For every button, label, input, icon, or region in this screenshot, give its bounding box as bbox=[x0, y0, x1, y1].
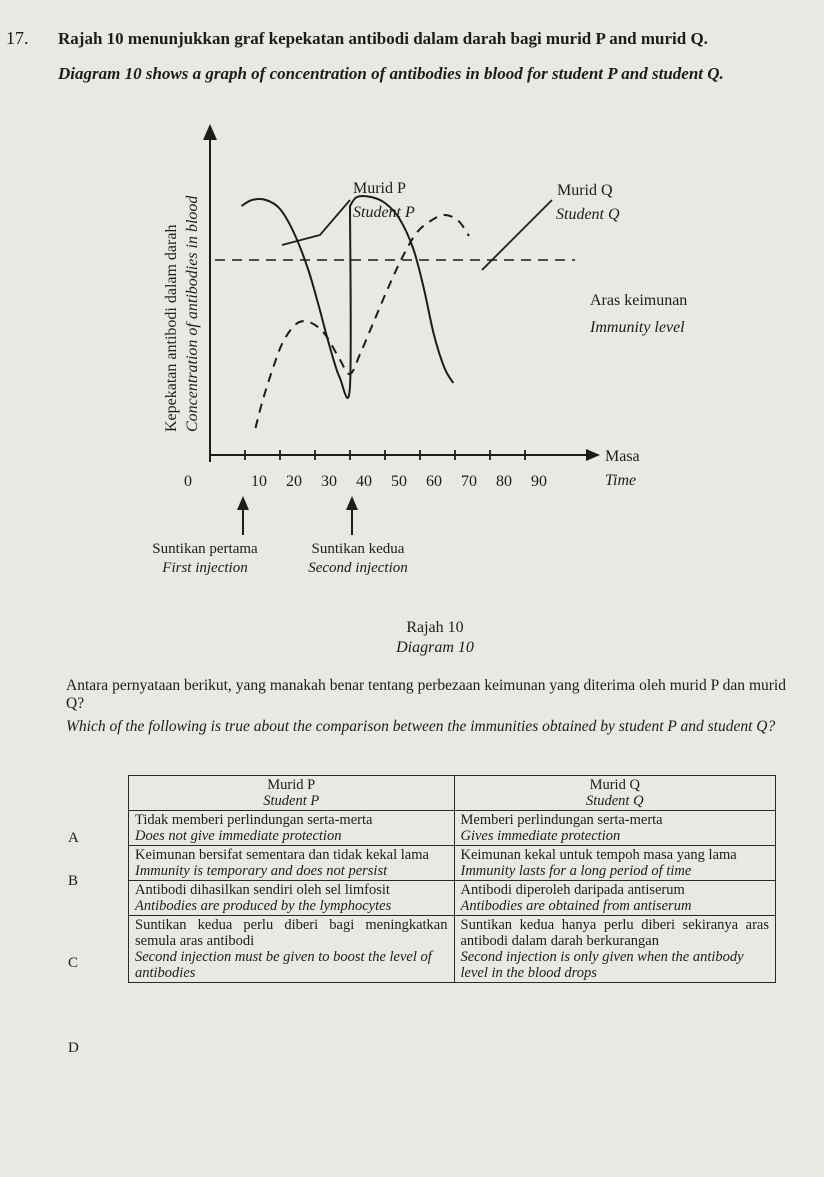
option-letter-b[interactable]: B bbox=[68, 873, 79, 889]
y-axis-label-english: Concentration of antibodies in blood bbox=[184, 195, 201, 432]
question-number: 17. bbox=[6, 28, 29, 48]
label-student-q: Student Q bbox=[556, 206, 620, 223]
first-injection-arrowhead bbox=[237, 496, 249, 510]
question-stem-english: Which of the following is true about the comparison between the immunities obtained by student P and student Q? bbox=[66, 718, 776, 735]
option-c-p-english: Antibodies are produced by the lymphocytes bbox=[135, 898, 392, 914]
header-murid-q-text: Murid Q bbox=[589, 777, 640, 793]
header-student-q-text: Student Q bbox=[585, 793, 644, 809]
question-title-english: Diagram 10 shows a graph of concentration of antibodies in blood for student P and student Q. bbox=[58, 64, 724, 83]
option-b-p-malay: Keimunan bersifat sementara dan tidak kekal lama bbox=[135, 847, 429, 863]
pointer-line-p bbox=[282, 200, 350, 245]
option-letter-a[interactable]: A bbox=[68, 830, 79, 846]
option-d-student-p bbox=[129, 916, 455, 983]
second-injection-label-malay: Suntikan kedua bbox=[311, 541, 405, 557]
option-d-p-english: Second injection must be given to boost the level of antibodies bbox=[135, 949, 432, 981]
option-a-q-english: Gives immediate protection bbox=[460, 828, 621, 844]
x-tick-label-90: 90 bbox=[531, 473, 547, 490]
option-b-student-p bbox=[129, 846, 455, 881]
option-letter-c[interactable]: C bbox=[68, 955, 79, 971]
table-row-option-b[interactable] bbox=[129, 846, 776, 881]
label-student-p: Student P bbox=[353, 204, 415, 221]
option-b-student-q bbox=[454, 846, 776, 881]
table-row-option-a[interactable] bbox=[129, 811, 776, 846]
first-injection-label-malay: Suntikan pertama bbox=[152, 541, 258, 557]
option-c-p-malay: Antibodi dihasilkan sendiri oleh sel limfosit bbox=[135, 882, 390, 898]
table-row-option-d[interactable] bbox=[129, 916, 776, 983]
immunity-label-malay: Aras keimunan bbox=[590, 292, 688, 309]
option-c-q-english: Antibodies are obtained from antiserum bbox=[460, 898, 692, 914]
option-a-q-malay: Memberi perlindungan serta-merta bbox=[460, 812, 663, 828]
answer-options-table bbox=[128, 775, 776, 983]
diagram-caption-malay: Rajah 10 bbox=[406, 619, 464, 636]
x-tick-label-70: 70 bbox=[461, 473, 477, 490]
header-student-p bbox=[129, 776, 455, 811]
second-injection-caption bbox=[278, 540, 438, 578]
header-murid-p-text: Murid P bbox=[267, 777, 316, 793]
second-injection-arrowhead bbox=[346, 496, 358, 510]
option-d-student-q bbox=[454, 916, 776, 983]
x-tick-label-10: 10 bbox=[251, 473, 267, 490]
option-b-p-english: Immunity is temporary and does not persist bbox=[135, 863, 388, 879]
x-tick-label-50: 50 bbox=[391, 473, 407, 490]
series-student-q bbox=[256, 215, 470, 428]
option-c-q-malay: Antibodi diperoleh daripada antiserum bbox=[460, 882, 685, 898]
diagram-caption bbox=[340, 618, 530, 658]
header-student-p-text: Student P bbox=[263, 793, 320, 809]
x-axis-arrowhead bbox=[586, 449, 600, 461]
option-d-p-malay: Suntikan kedua perlu diberi bagi meningkatkan semula aras antibodi bbox=[135, 917, 448, 949]
x-axis-label-english: Time bbox=[605, 472, 637, 489]
x-axis-label-malay: Masa bbox=[605, 448, 640, 465]
option-b-q-english: Immunity lasts for a long period of time bbox=[460, 863, 692, 879]
x-tick-label-60: 60 bbox=[426, 473, 442, 490]
x-tick-label-30: 30 bbox=[321, 473, 337, 490]
option-b-q-malay: Keimunan kekal untuk tempoh masa yang lama bbox=[460, 847, 737, 863]
option-a-student-p bbox=[129, 811, 455, 846]
option-a-p-malay: Tidak memberi perlindungan serta-merta bbox=[135, 812, 373, 828]
option-a-p-english: Does not give immediate protection bbox=[135, 828, 342, 844]
option-letter-d[interactable]: D bbox=[68, 1040, 79, 1056]
label-murid-p: Murid P bbox=[353, 180, 406, 197]
question-title-malay: Rajah 10 menunjukkan graf kepekatan antibodi dalam darah bagi murid P and murid Q. bbox=[58, 29, 708, 48]
diagram-caption-english: Diagram 10 bbox=[396, 639, 474, 656]
first-injection-caption bbox=[120, 540, 290, 578]
x-tick-label-80: 80 bbox=[496, 473, 512, 490]
table-header-row bbox=[129, 776, 776, 811]
option-c-student-q bbox=[454, 881, 776, 916]
header-student-q bbox=[454, 776, 776, 811]
immunity-label-english: Immunity level bbox=[590, 319, 685, 336]
x-tick-label-40: 40 bbox=[356, 473, 372, 490]
label-murid-q: Murid Q bbox=[557, 182, 613, 199]
first-injection-label-english: First injection bbox=[162, 560, 248, 576]
x-tick-label-0: 0 bbox=[184, 473, 192, 490]
second-injection-label-english: Second injection bbox=[308, 560, 408, 576]
option-d-q-malay: Suntikan kedua hanya perlu diberi sekiranya aras antibodi dalam darah berkurangan bbox=[460, 917, 769, 949]
y-axis-label-malay: Kepekatan antibodi dalam darah bbox=[163, 224, 180, 432]
table-row-option-c[interactable] bbox=[129, 881, 776, 916]
option-c-student-p bbox=[129, 881, 455, 916]
y-axis-arrowhead bbox=[203, 124, 217, 140]
option-a-student-q bbox=[454, 811, 776, 846]
x-tick-label-20: 20 bbox=[286, 473, 302, 490]
question-stem-malay: Antara pernyataan berikut, yang manakah benar tentang perbezaan keimunan yang diterima oleh murid P dan murid Q? bbox=[66, 677, 786, 712]
option-d-q-english: Second injection is only given when the antibody level in the blood drops bbox=[460, 949, 744, 981]
